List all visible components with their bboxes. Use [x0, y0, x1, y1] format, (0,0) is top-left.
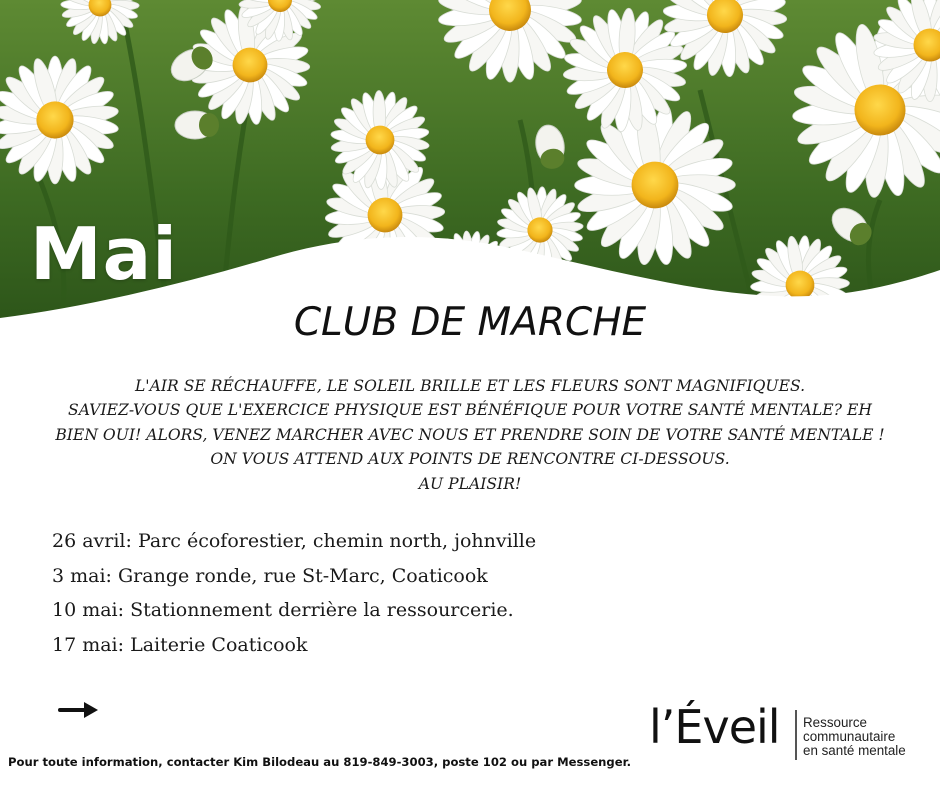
- schedule-item: 26 avril: Parc écoforestier, chemin north, johnville: [52, 530, 537, 552]
- logo-wordmark: l’Éveil: [649, 700, 780, 754]
- intro-line: L'AIR SE RÉCHAUFFE, LE SOLEIL BRILLE ET LES FLEURS SONT MAGNIFIQUES.: [134, 377, 806, 395]
- meeting-schedule: [52, 524, 536, 662]
- page-title: CLUB DE MARCHE: [293, 300, 647, 345]
- intro-line: AU PLAISIR!: [418, 474, 522, 493]
- organization-logo: [645, 696, 935, 772]
- arrow-right-icon: [58, 698, 102, 722]
- logo-tagline: [803, 716, 906, 759]
- intro-line: ON VOUS ATTEND AUX POINTS DE RENCONTRE CI-DESSOUS.: [210, 450, 730, 469]
- month-heading: Mai: [30, 212, 178, 296]
- schedule-item: 10 mai: Stationnement derrière la ressourcerie.: [52, 599, 514, 621]
- logo-tagline-line: Ressource: [803, 715, 868, 730]
- logo-divider: [795, 710, 797, 760]
- intro-paragraph: [20, 374, 920, 496]
- intro-line: SAVIEZ-VOUS QUE L'EXERCICE PHYSIQUE EST BÉNÉFIQUE POUR VOTRE SANTÉ MENTALE? EH: [68, 401, 872, 420]
- logo-tagline-line: en santé mentale: [803, 743, 906, 759]
- logo-tagline-line: communautaire: [803, 729, 896, 745]
- contact-footer: Pour toute information, contacter Kim Bilodeau au 819-849-3003, poste 102 ou par Messenger.: [8, 755, 632, 769]
- intro-line: BIEN OUI! ALORS, VENEZ MARCHER AVEC NOUS ET PRENDRE SOIN DE VOTRE SANTÉ MENTALE !: [55, 425, 885, 444]
- schedule-item: 17 mai: Laiterie Coaticook: [52, 633, 308, 656]
- schedule-item: 3 mai: Grange ronde, rue St-Marc, Coaticook: [52, 564, 488, 587]
